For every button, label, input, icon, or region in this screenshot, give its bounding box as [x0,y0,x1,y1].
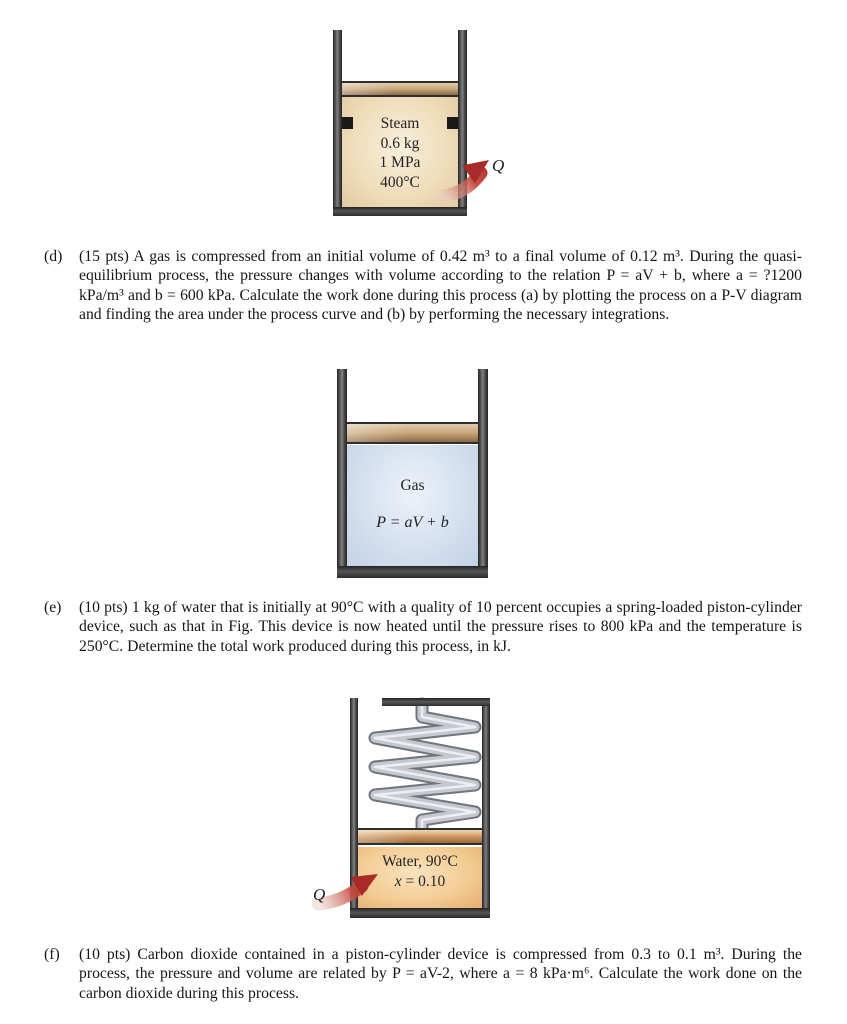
problem-e-text: (10 pts) 1 kg of water that is initially at 90°C with a quality of 10 percent occupies a spring-loaded piston-cylinder device, such as that in Fig. This device is now heated until the pressure rises to 800 kPa and the temperature is 250°C. Determine the total work produced during this process, in kJ. [79,599,802,655]
problem-d [44,247,802,325]
problem-f-marker: (f) [44,946,60,963]
cylinder-ceiling [382,698,490,706]
gas-pressure-relation: P = aV + b [376,514,449,531]
cylinder-wall-right [478,369,488,578]
problem-f-text: (10 pts) Carbon dioxide contained in a piston-cylinder device is compressed from 0.3 to 0.1 m³. During the process, the pressure and volume are related by P = aV-2, where a = 8 kPa·m⁶. Calculate the work done on the carbon dioxide during this process. [79,946,802,1002]
gas-label: Gas [400,477,425,494]
steam-label-line: 0.6 kg [380,134,420,152]
cylinder-wall-left [337,369,347,578]
gas-piston-cylinder-figure [337,369,488,578]
piston [342,81,458,97]
problem-d-text: (15 pts) A gas is compressed from an initial volume of 0.42 m³ to a final volume of 0.12 m³. During the quasi-equilibrium process, the pressure changes with volume according to the relation P = aV + b, where a = ?1200 kPa/m³ and b = 600 kPa. Calculate the work done during this process (a) by plotting the process on a P-V diagram and finding the area under the process curve and (b) by performing the necessary integrations. [79,248,802,324]
problem-f [44,945,802,1003]
cylinder-base [337,566,488,578]
quality-value: = 0.10 [401,873,446,890]
steam-label-line: 1 MPa [379,154,421,171]
problem-e-marker: (e) [44,599,62,616]
spring-coil-icon [350,696,490,836]
cylinder-wall-left [333,30,342,216]
quality-variable: x [394,873,402,890]
cylinder-base [333,207,467,216]
problem-e [44,598,802,656]
steam-label-line: Steam [380,115,420,132]
piston [347,422,478,444]
piston [358,828,482,845]
heat-label-steam: Q [492,156,505,175]
heat-label-spring: Q [313,885,326,904]
gas-chamber [347,445,478,566]
cylinder-wall-right [482,698,490,918]
problem-d-marker: (d) [44,248,63,265]
steam-label-line: 400°C [380,173,420,191]
heat-out-arrow-icon [433,146,525,206]
water-state-label: Water, 90°C [382,853,458,870]
